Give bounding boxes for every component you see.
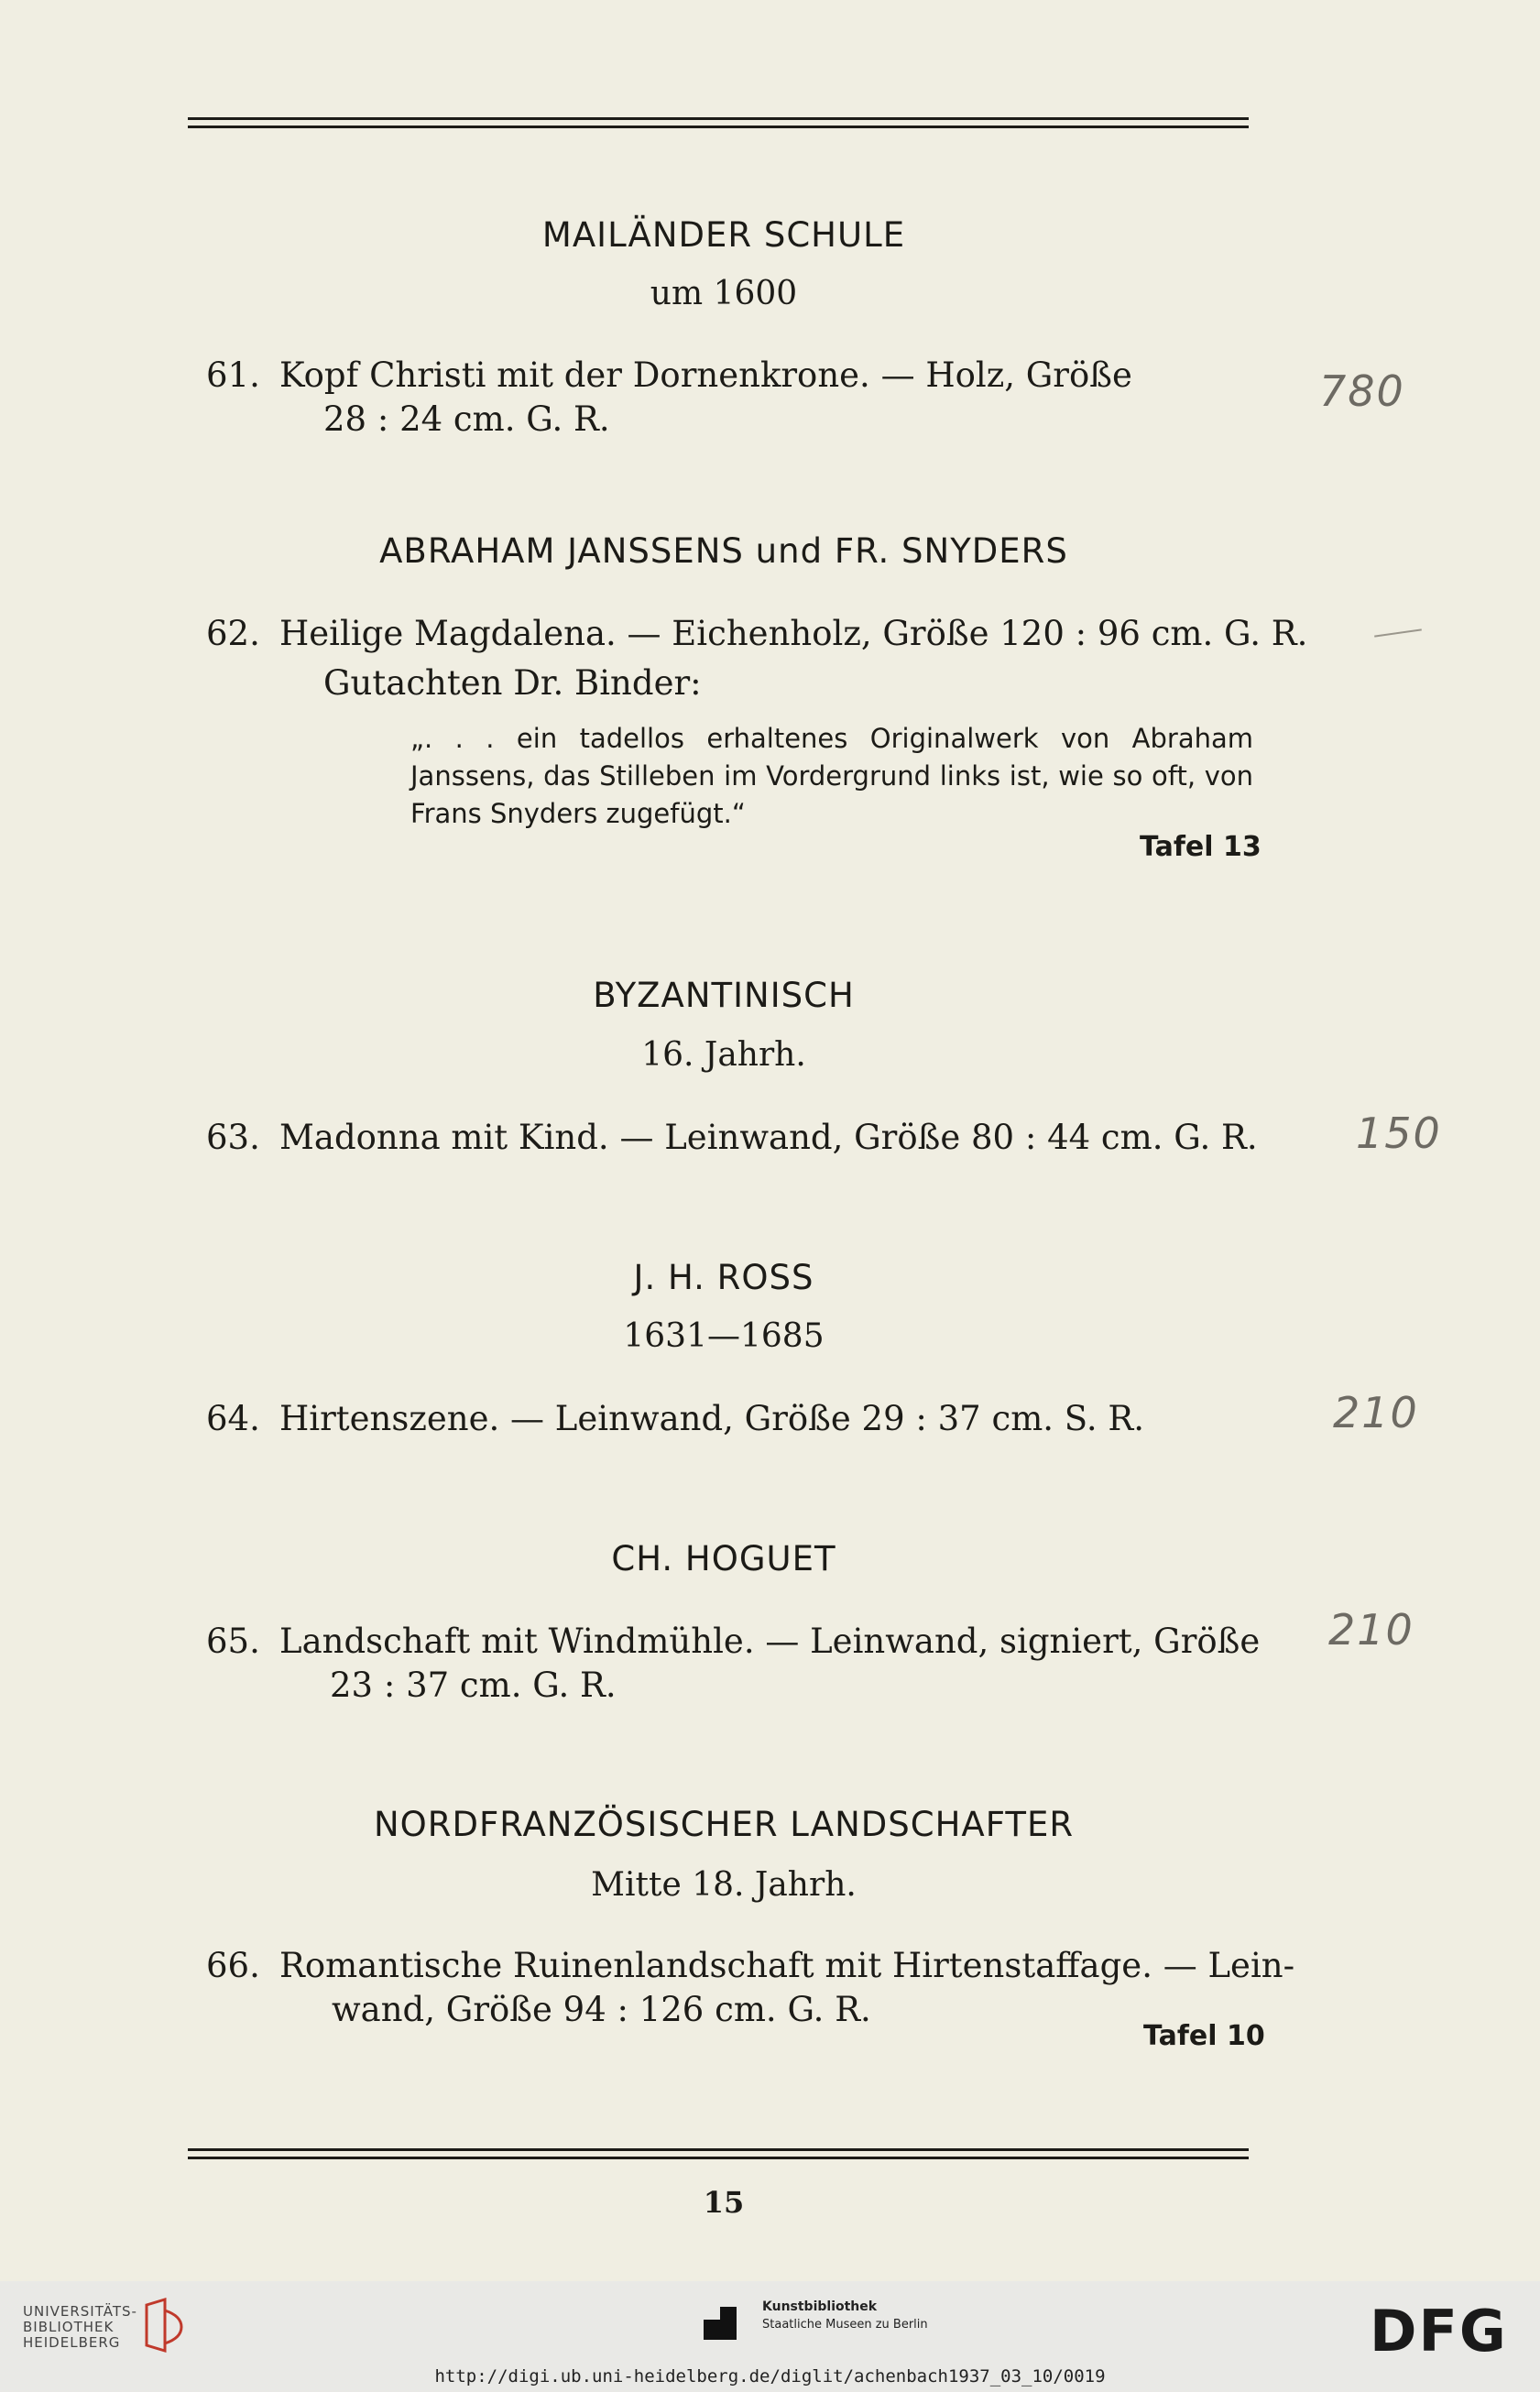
kunstbibliothek-logo-icon[interactable] [704,2307,737,2340]
kunstbibliothek-credit[interactable] [762,2299,928,2332]
page-number: 15 [703,2185,745,2220]
section-heading-hoguet: CH. HOGUET [611,1539,836,1578]
section-date-byzantinisch: 16. Jahrh. [641,1036,806,1074]
section-heading-byzantinisch: BYZANTINISCH [593,976,855,1015]
margin-note-61: 780 [1319,366,1405,416]
dfg-logo[interactable]: DFG [1370,2298,1508,2365]
gutachten-label: Gutachten Dr. Binder: [323,663,702,703]
entry-text-cont: 23 : 37 cm. G. R. [330,1666,617,1705]
entry-text: Landschaft mit Windmühle. — Leinwand, signiert, Größe [279,1622,1261,1661]
entry-text-cont: wand, Größe 94 : 126 cm. G. R. [332,1990,871,2029]
entry-66 [206,1944,1294,2032]
entry-text-cont: 28 : 24 cm. G. R. [323,399,610,439]
entry-61 [206,354,1132,442]
entry-62 [206,612,1307,705]
kb-title: Kunstbibliothek [762,2299,878,2314]
margin-note-63: 150 [1356,1109,1442,1158]
section-heading-ross: J. H. ROSS [633,1258,814,1297]
margin-note-64: 210 [1333,1388,1419,1437]
section-date-mailaender: um 1600 [650,275,798,312]
section-heading-janssens: ABRAHAM JANSSENS und FR. SNYDERS [379,531,1068,571]
section-date-ross: 1631—1685 [623,1317,825,1355]
section-heading-mailaender: MAILÄNDER SCHULE [541,215,906,255]
uni-line-3: HEIDELBERG [23,2334,121,2351]
entry-number: 65. [206,1622,260,1661]
plate-reference-13: Tafel 13 [1140,831,1261,863]
entry-text: Romantische Ruinenlandschaft mit Hirtenstaffage. — Lein- [279,1946,1295,1985]
uni-line-2: BIBLIOTHEK [23,2319,115,2335]
entry-text: Hirtenszene. — Leinwand, Größe 29 : 37 cm. S. R. [279,1399,1144,1438]
entry-number: 66. [206,1946,260,1985]
section-date-nordfranz: Mitte 18. Jahrh. [591,1866,857,1904]
plate-reference-10: Tafel 10 [1143,2020,1265,2052]
entry-text: Madonna mit Kind. — Leinwand, Größe 80 : 44 cm. G. R. [279,1118,1258,1157]
expert-quote: „. . . ein tadellos erhaltenes Originalwerk von Abraham Janssens, das Stilleben im Vordergrund links ist, wie so oft, von Frans Snyders zugefügt.“ [410,723,1253,829]
entry-text: Kopf Christi mit der Dornenkrone. — Holz, Größe [279,355,1132,395]
entry-number: 61. [206,355,260,395]
entry-64 [206,1397,1144,1441]
entry-number: 63. [206,1118,260,1157]
margin-dash-62 [1374,628,1422,637]
entry-text: Heilige Magdalena. — Eichenholz, Größe 120 : 96 cm. G. R. [279,614,1308,653]
university-library-logo-text [23,2304,137,2351]
university-library-logo-icon[interactable] [137,2298,188,2354]
entry-65 [206,1620,1260,1708]
entry-number: 62. [206,614,260,653]
kb-subtitle: Staatliche Museen zu Berlin [762,2318,928,2332]
digitization-footer [0,2281,1540,2392]
source-url[interactable]: http://digi.ub.uni-heidelberg.de/diglit/achenbach1937_03_10/0019 [434,2366,1106,2387]
entry-number: 64. [206,1399,260,1438]
uni-line-1: UNIVERSITÄTS- [23,2303,137,2320]
entry-63 [206,1116,1258,1160]
margin-note-65: 210 [1328,1605,1414,1655]
section-heading-nordfranz: NORDFRANZÖSISCHER LANDSCHAFTER [373,1805,1075,1844]
